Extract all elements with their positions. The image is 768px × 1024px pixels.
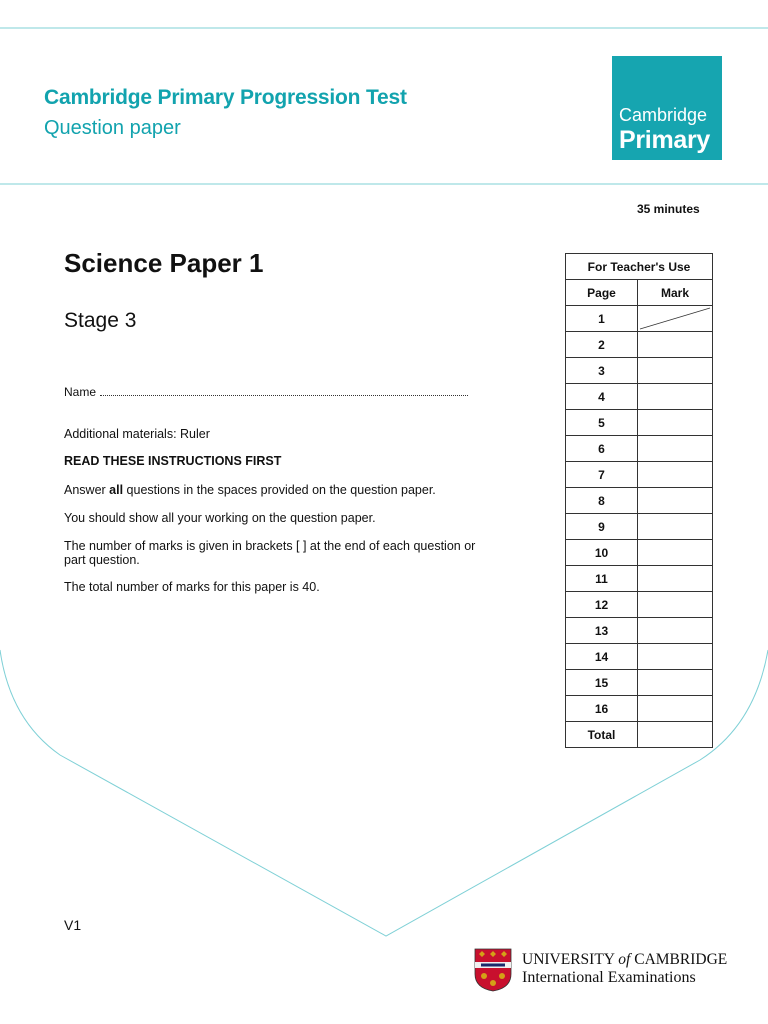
mark-cell[interactable] — [638, 696, 713, 722]
mark-cell[interactable] — [638, 332, 713, 358]
mark-cell[interactable] — [638, 384, 713, 410]
additional-materials: Additional materials: Ruler — [64, 427, 210, 441]
cambridge-primary-logo — [612, 56, 722, 160]
col-page-header: Page — [566, 280, 638, 306]
instruction-1 — [64, 483, 484, 497]
international-examinations: International Examinations — [522, 969, 696, 986]
page-number-cell: 11 — [566, 566, 638, 592]
university-post: CAMBRIDGE — [630, 951, 728, 968]
page-number-cell: 9 — [566, 514, 638, 540]
name-field — [64, 385, 468, 399]
mark-cell[interactable] — [638, 618, 713, 644]
mark-cell[interactable] — [638, 462, 713, 488]
mark-cell[interactable] — [638, 306, 713, 332]
cambridge-crest-icon — [474, 948, 512, 992]
table-row — [566, 644, 713, 670]
mark-cell[interactable] — [638, 358, 713, 384]
teacher-use-table — [565, 253, 713, 748]
university-name — [522, 951, 727, 969]
table-row — [566, 618, 713, 644]
paper-title: Science Paper 1 — [64, 248, 264, 278]
teacher-table-heading: For Teacher's Use — [566, 254, 713, 280]
total-row — [566, 722, 713, 748]
university-of: of — [618, 951, 631, 968]
instruction-4: The total number of marks for this paper is 40. — [64, 580, 320, 594]
table-row — [566, 332, 713, 358]
total-mark-cell[interactable] — [638, 722, 713, 748]
header-title: Cambridge Primary Progression Test — [44, 86, 407, 109]
table-row — [566, 436, 713, 462]
mark-cell[interactable] — [638, 566, 713, 592]
mark-cell[interactable] — [638, 488, 713, 514]
table-row — [566, 566, 713, 592]
table-row — [566, 670, 713, 696]
page-number-cell: 14 — [566, 644, 638, 670]
mark-cell[interactable] — [638, 670, 713, 696]
name-dotted-line — [100, 385, 468, 396]
page-number-cell: 7 — [566, 462, 638, 488]
page-number-cell: 6 — [566, 436, 638, 462]
page-number-cell: 12 — [566, 592, 638, 618]
stage-label: Stage 3 — [64, 309, 137, 332]
mark-cell[interactable] — [638, 540, 713, 566]
mark-cell[interactable] — [638, 514, 713, 540]
mark-cell[interactable] — [638, 592, 713, 618]
total-label: Total — [566, 722, 638, 748]
page-number-cell: 1 — [566, 306, 638, 332]
table-row — [566, 488, 713, 514]
table-row — [566, 462, 713, 488]
table-row — [566, 358, 713, 384]
duration: 35 minutes — [637, 202, 700, 216]
table-row — [566, 410, 713, 436]
table-row — [566, 592, 713, 618]
diagonal-strike — [638, 306, 712, 331]
page-number-cell: 16 — [566, 696, 638, 722]
table-row — [566, 384, 713, 410]
page-number-cell: 2 — [566, 332, 638, 358]
mark-cell[interactable] — [638, 644, 713, 670]
instruction-1-pre: Answer — [64, 483, 110, 497]
page-number-cell: 5 — [566, 410, 638, 436]
col-mark-header: Mark — [638, 280, 713, 306]
name-label: Name — [64, 385, 97, 399]
page-number-cell: 3 — [566, 358, 638, 384]
header-subtitle: Question paper — [44, 117, 181, 139]
table-row — [566, 540, 713, 566]
instructions-heading: READ THESE INSTRUCTIONS FIRST — [64, 454, 282, 468]
instruction-1-post: questions in the spaces provided on the question paper. — [123, 483, 436, 497]
university-pre: UNIVERSITY — [522, 951, 619, 968]
table-row — [566, 306, 713, 332]
page-number-cell: 4 — [566, 384, 638, 410]
logo-line2: Primary — [619, 126, 711, 154]
version-label: V1 — [64, 917, 82, 933]
mark-cell[interactable] — [638, 436, 713, 462]
instruction-3: The number of marks is given in brackets [ ] at the end of each question or part question. — [64, 539, 476, 567]
teacher-table-body — [566, 306, 713, 748]
page-number-cell: 13 — [566, 618, 638, 644]
instruction-1-bold: all — [109, 483, 124, 497]
instruction-2: You should show all your working on the question paper. — [64, 511, 376, 525]
page-number-cell: 15 — [566, 670, 638, 696]
page-number-cell: 10 — [566, 540, 638, 566]
table-row — [566, 514, 713, 540]
logo-line1: Cambridge — [619, 105, 708, 125]
table-row — [566, 696, 713, 722]
mark-cell[interactable] — [638, 410, 713, 436]
page-number-cell: 8 — [566, 488, 638, 514]
